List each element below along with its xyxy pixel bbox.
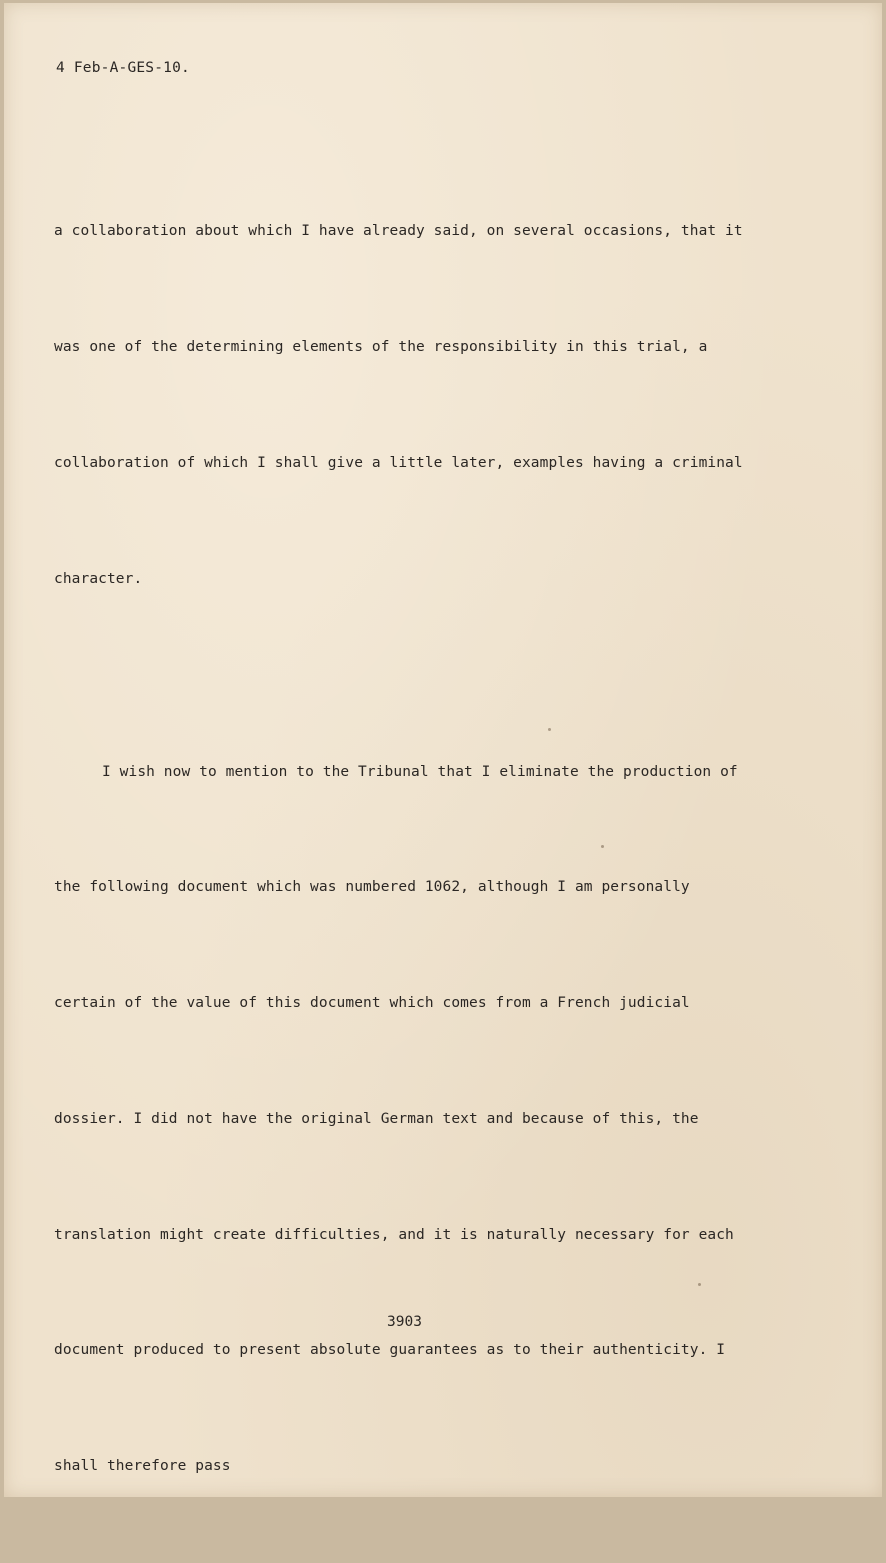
page-reference: 4 Feb-A-GES-10. [56,60,190,76]
document-body [54,135,814,1563]
text-line: a collaboration about which I have already said, on several occasions, that it [54,223,743,240]
text-line: the following document which was numbered 1062, although I am personally [54,879,690,896]
text-line: was one of the determining elements of the responsibility in this trial, a [54,338,708,355]
text-line: document produced to present absolute guarantees as to their authenticity. I [54,1342,726,1359]
document-page [4,3,882,1497]
text-line: dossier. I did not have the original German text and because of this, the [54,1110,699,1127]
page-number: 3903 [387,1314,422,1330]
text-line: collaboration of which I shall give a little later, examples having a criminal [54,454,743,471]
text-line: shall therefore pass [54,1458,231,1475]
text-line: character. [54,570,143,587]
text-line: I wish now to mention to the Tribunal that I eliminate the production of [102,763,738,780]
text-line: translation might create difficulties, and it is naturally necessary for each [54,1226,734,1243]
text-line: certain of the value of this document which comes from a French judicial [54,995,690,1012]
paragraph-1 [54,135,814,675]
paragraph-2 [54,675,814,1563]
